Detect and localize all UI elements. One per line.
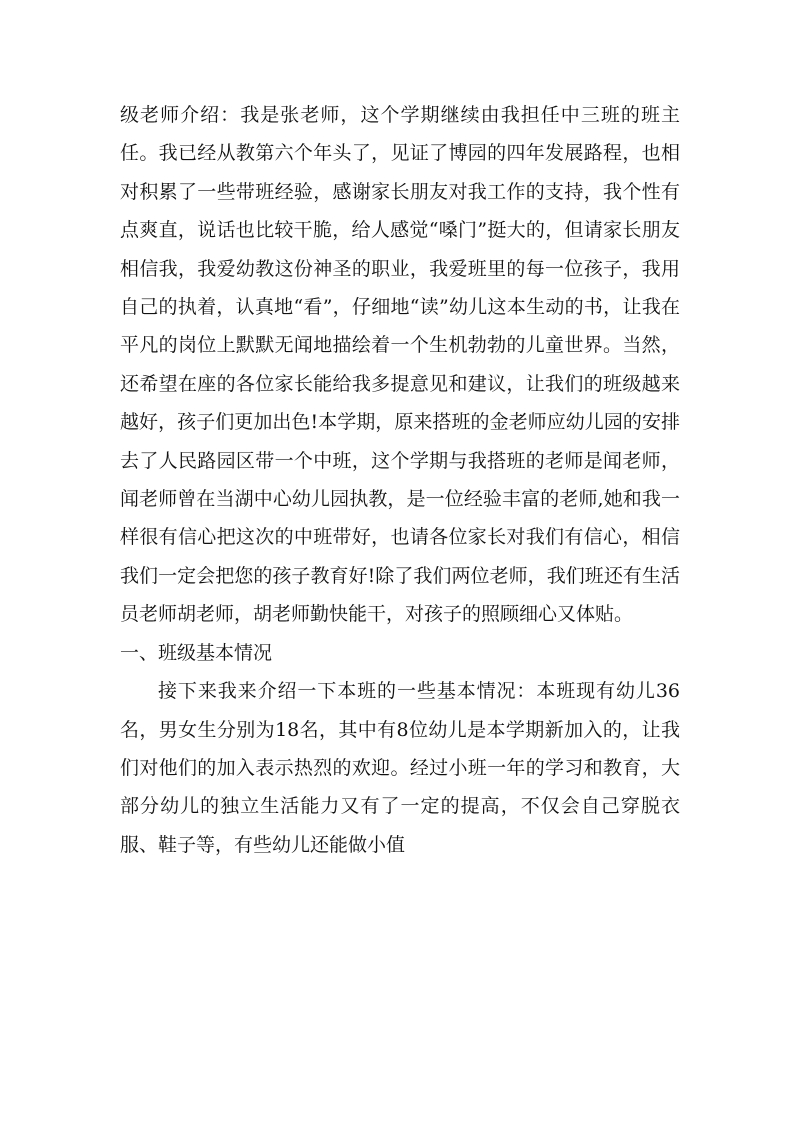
section-heading: 一、班级基本情况 bbox=[120, 641, 273, 664]
paragraph-teacher-intro: 级老师介绍：我是张老师，这个学期继续由我担任中三班的班主任。我已经从教第六个年头了，见证了博园的四年发展路程，也相对积累了一些带班经验，感谢家长朋友对我工作的支持，我个性有点爽直，说话也比较干脆，给人感觉“嗓门”挺大的，但请家长朋友相信我，我爱幼教这份神圣的职业，我爱班里的每一位孩子，我用自己的执着，认真地“看”，仔细地“读”幼儿这本生动的书，让我在平凡的岗位上默默无闻地描绘着一个生机勃勃的儿童世界。当然，还希望在座的各位家长能给我多提意见和建议，让我们的班级越来越好，孩子们更加出色!本学期，原来搭班的金老师应幼儿园的安排去了人民路园区带一个中班，这个学期与我搭班的老师是闻老师，闻老师曾在当湖中心幼儿园执教，是一位经验丰富的老师,她和我一样很有信心把这次的中班带好，也请各位家长对我们有信心，相信我们一定会把您的孩子教育好!除了我们两位老师，我们班还有生活员老师胡老师，胡老师勤快能干，对孩子的照顾细心又体贴。 bbox=[120, 104, 680, 626]
document-body bbox=[120, 96, 680, 864]
paragraph-class-info: 接下来我来介绍一下本班的一些基本情况：本班现有幼儿36名，男女生分别为18名，其中有8位幼儿是本学期新加入的，让我们对他们的加入表示热烈的欢迎。经过小班一年的学习和教育，大部分幼儿的独立生活能力又有了一定的提高，不仅会自己穿脱衣服、鞋子等，有些幼儿还能做小值 bbox=[120, 680, 680, 856]
